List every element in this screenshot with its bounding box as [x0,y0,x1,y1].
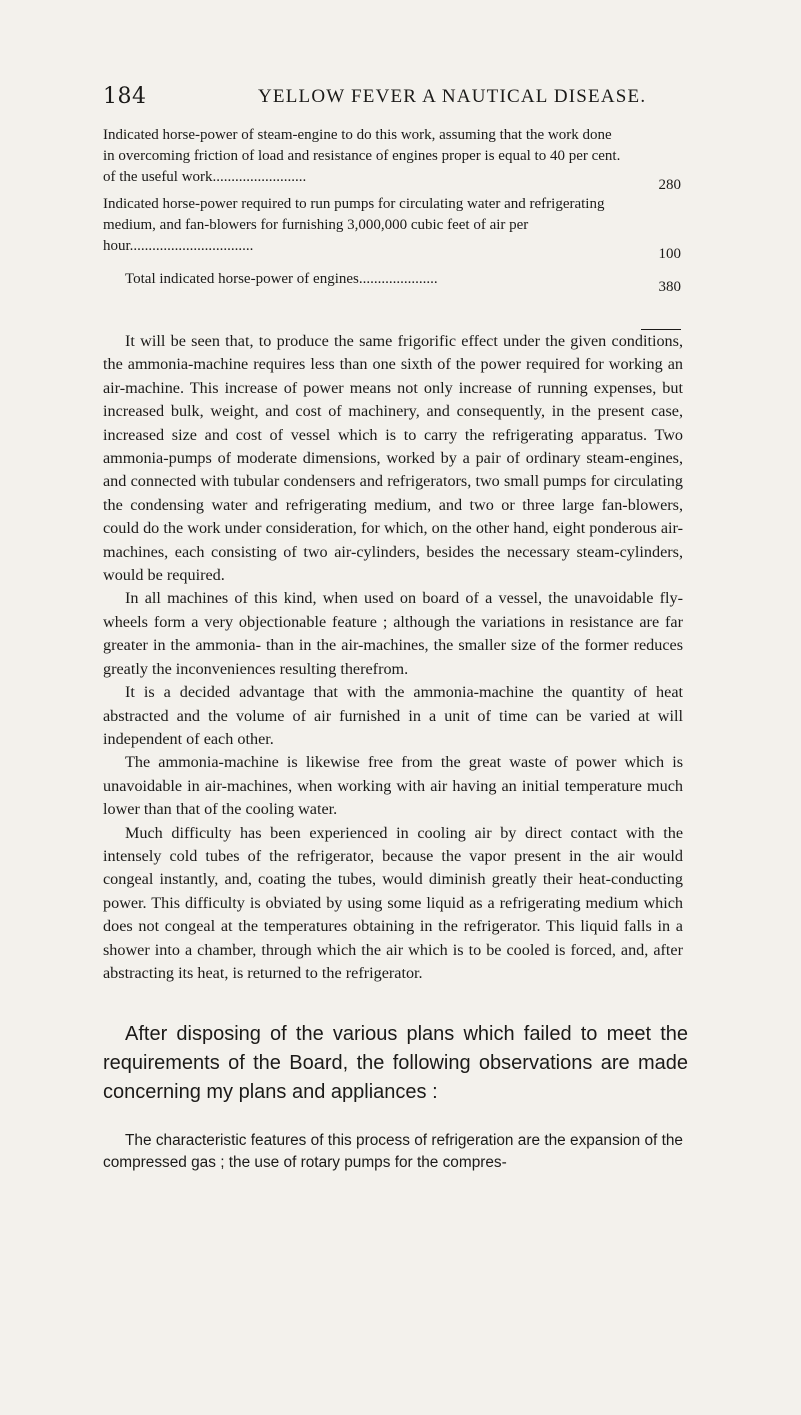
section-intro-text: After disposing of the various plans which failed to meet the requirements of the Board, the following observations are made concerning my plans and appliances : [103,1023,688,1103]
hp-row-steam-engine [103,125,681,193]
hp-row-value: 280 [658,177,681,193]
closing-paragraph: The characteristic features of this process of refrigeration are the expansion of the compressed gas ; the use of rotary pumps for the compres- [103,1132,683,1171]
body-text [103,330,683,985]
paragraph: It is a decided advantage that with the ammonia-machine the quantity of heat abstracted and the volume of air furnished in a unit of time can be varied at will independent of each other. [103,683,683,748]
page-header [0,84,801,114]
hp-total-value: 380 [658,279,681,295]
paragraph: In all machines of this kind, when used on board of a vessel, the unavoidable fly-wheels form a very objectionable feature ; although the variations in resistance are far greater in the ammonia- than in the air-machines, the smaller size of the former reduces greatly the inconveniences resulting therefrom. [103,589,683,678]
paragraph: The ammonia-machine is likewise free from the great waste of power which is unavoidable in air-machines, when working with air having an initial temperature much lower than that of the cooling water. [103,753,683,819]
hp-total-description: Total indicated horse-power of engines..................... [125,271,438,287]
hp-row-value: 100 [658,246,681,262]
closing-text [103,1130,683,1174]
hp-row-description: Indicated horse-power required to run pumps for circulating water and refrigerating medium, and fan-blowers for furnishing 3,000,000 cubic feet of air per hour................................. [103,196,605,254]
hp-row-pumps [103,194,681,262]
hp-row-description: Indicated horse-power of steam-engine to do this work, assuming that the work done in overcoming friction of load and resistance of engines proper is equal to 40 per cent. of the useful work......................... [103,127,621,185]
section-intro [103,1020,688,1107]
paragraph: Much difficulty has been experienced in cooling air by direct contact with the intensely cold tubes of the refrigerator, because the vapor present in the air would congeal instantly, and, coating the tubes, would diminish greatly their heat-conducting power. This difficulty is obviated by using some liquid as a refrigerating medium which does not congeal at the temperatures obtaining in the refrigerator. This liquid falls in a shower into a chamber, through which the air which is to be cooled is forced, and, after abstracting its heat, is returned to the refrigerator. [103,823,683,982]
paragraph: It will be seen that, to produce the same frigorific effect under the given conditions, the ammonia-machine requires less than one sixth of the power required for working an air-machine. This increase of power means not only increase of running expenses, but increased bulk, weight, and cost of machinery, and consequently, in the present case, increased size and cost of vessel which is to carry the refrigerating apparatus. Two ammonia-pumps of moderate dimensions, worked by a pair of ordinary steam-engines, and connected with tubular condensers and refrigerators, two small pumps for circulating the condensing water and refrigerating medium, and two or three large fan-blowers, could do the work under consideration, for which, on the other hand, eight ponderous air-machines, each consisting of two air-cylinders, besides the necessary steam-cylinders, would be required. [103,332,683,585]
running-head: YELLOW FEVER A NAUTICAL DISEASE. [258,86,647,107]
hp-total-row [103,269,681,295]
horse-power-table [103,125,681,295]
page-number: 184 [103,84,147,109]
